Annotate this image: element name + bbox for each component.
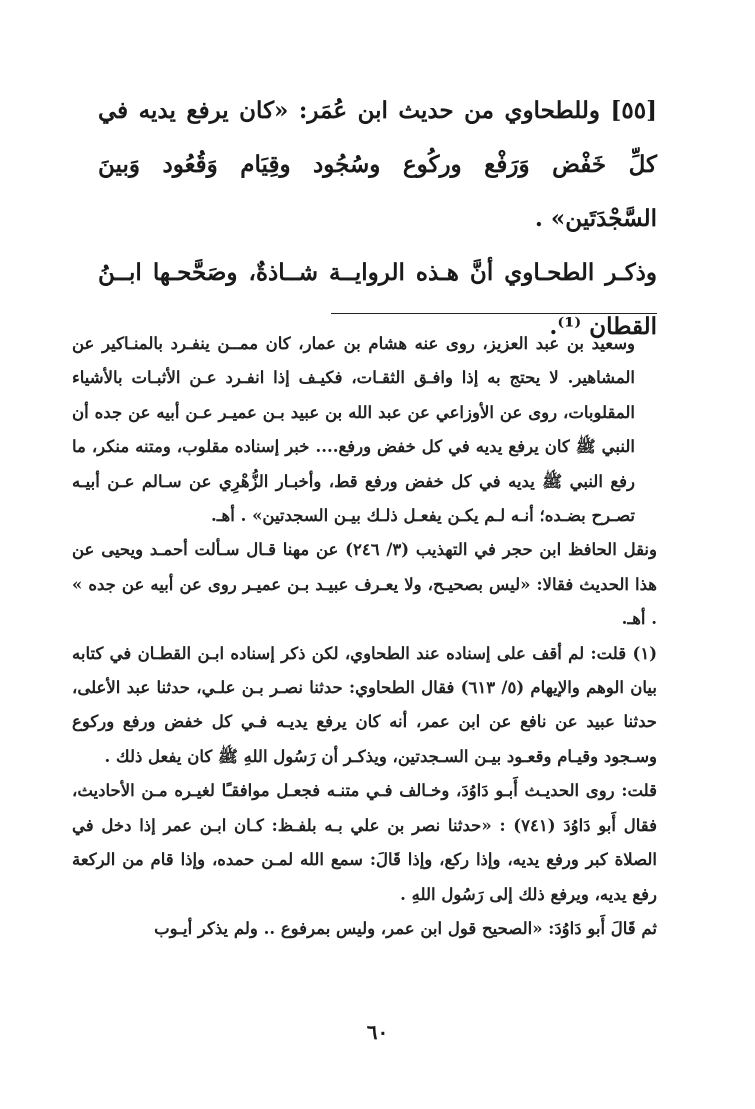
footnote-separator bbox=[331, 313, 657, 314]
main-paragraph-comment: وذكـر الطحـاوي أنَّ هـذه الروايــة شــاذةٌ، وصَحَّحـها ابــنُ القطان ⁽¹⁾. bbox=[98, 259, 657, 340]
footnote-paragraph-final: ثم قَالَ أَبو دَاوُدَ: «الصحيح قول ابن عمر، وليس بمرفوع .. ولم يذكر أيـوب bbox=[154, 918, 657, 938]
page-number: ٦٠ bbox=[366, 1020, 389, 1044]
footnote-1: (١) قلت: لم أقف على إسناده عند الطحاوي، لكن ذكر إسناده ابـن القطـان في كتابه بيان الوهم والإيهام (٥/ ٦١٣) فقال الطحاوي: حدثنا نصـر بـن علـي، حدثنا عبد الأعلى، حدثنا عبيد عن نافع عن ابن عمر، أنه كان يرفع يديـه فـي كل خفض ورفع وركوع وسـجود وقيـام وقعـود بيـن السـجدتين، ويذكـر أن رَسُول اللهِ ﷺ كان يفعل ذلك . bbox=[72, 643, 657, 766]
footnote-paragraph-abu-dawud: قلت: روى الحديـث أَبـو دَاوُدَ، وخـالف فـي متنـه فجعـل موافقـًا لغيـره مـن الأحاديث، فقال أَبو دَاوُدَ (٧٤١) : «حدثنا نصر بن علي بـه بلفـظ: كـان ابـن عمر إذا دخل في الصلاة كبر ورفع يديه، وإذا ركع، وإذا قَالَ: سمع الله لمـن حمده، وإذا قام من الركعة رفع يديه، ويرفع ذلك إلى رَسُول اللهِ . bbox=[72, 781, 657, 904]
footnote-paragraph-tahdhib: ونقل الحافظ ابن حجر في التهذيب (٣/ ٢٤٦) عن مهنا قـال سـألت أحمـد ويحيى عن هذا الحديث فقالا: «ليس بصحيـح، ولا يعـرف عبيـد بـن عميـر روى عن أبيه عن جده » . أهـ. bbox=[72, 540, 657, 629]
footnote-continuation-paragraph: وسعيد بن عبد العزيز، روى عنه هشام بن عمار، كان ممــن ينفـرد بالمنـاكير عن المشاهير. لا يحتج به إذا وافـق الثقـات، فكيـف إذا انفـرد عـن الأثبـات بالأشياء المقلوبات، روى عن الأوزاعي عن عبد الله بن عبيد بـن عميـر عـن أبيه عن جده أن النبي ﷺ كان يرفع يديه في كل خفض ورفع.... خبر إسناده مقلوب، ومتنه منكر، ما رفع النبي ﷺ يديه في كل خفض ورفع قط، وأخبـار الزُّهْرِي عن سـالم عـن أبيـه تصـرح بضـده؛ أنـه لـم يكـن يفعـل ذلـك بيـن السجدتين» . أهـ. bbox=[72, 334, 635, 526]
main-paragraph-hadith: [٥٥] وللطحاوي من حديث ابن عُمَر: «كان يرفع يديه في كلِّ خَفْض وَرَفْع وركُوع وسُجُود وقِيَام وَقُعُود وَبينَ السَّجْدَتَين» . bbox=[98, 97, 657, 232]
footnotes bbox=[72, 327, 657, 946]
